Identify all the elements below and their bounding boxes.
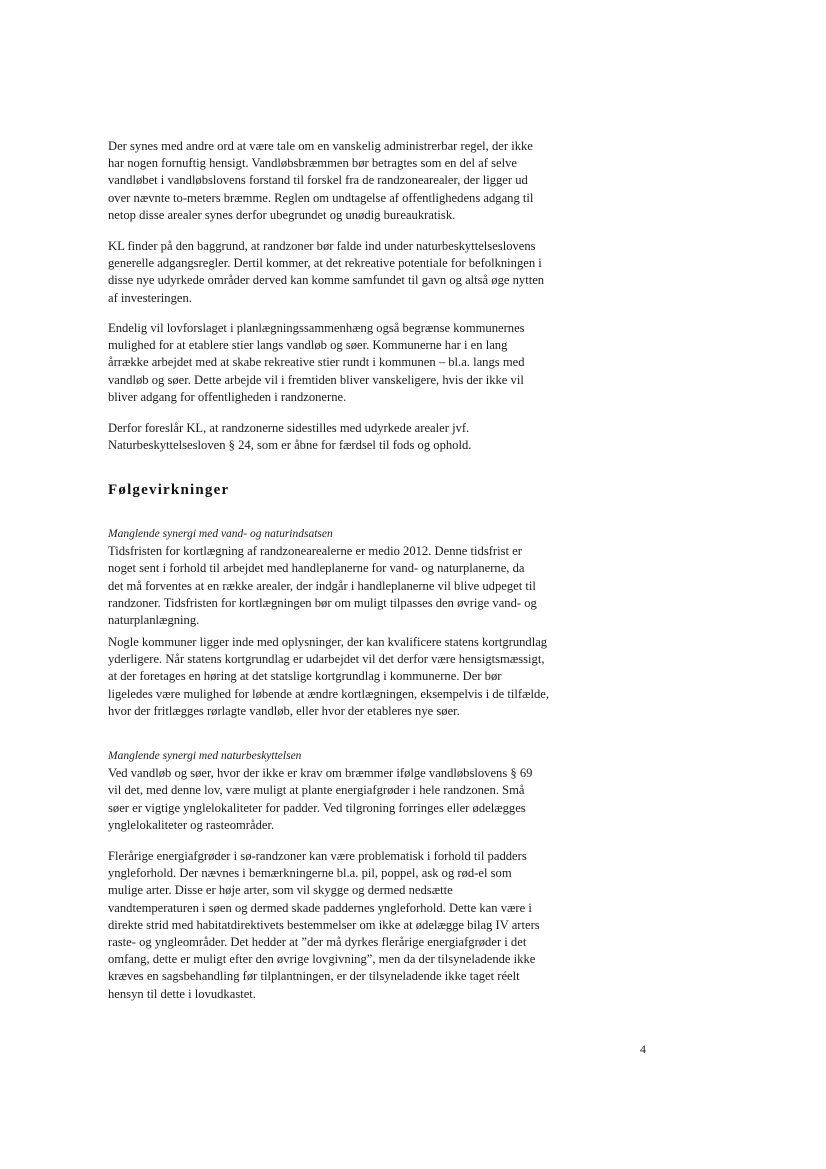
text-line: Endelig vil lovforslaget i planlægningssammenhæng også begrænse kommunernes [108,321,525,335]
subsection-title: Manglende synergi med vand- og naturindsatsen [108,528,333,540]
paragraph-3 [108,320,708,406]
subsection-1-paragraph-2 [108,634,708,720]
subsection-title: Manglende synergi med naturbeskyttelsen [108,750,302,762]
text-line: af investeringen. [108,290,192,305]
text-line: Der synes med andre ord at være tale om en vanskelig administrerbar regel, der ikke [108,139,533,153]
paragraph-4 [108,420,708,454]
page-number: 4 [640,1042,646,1056]
text-line: disse nye udyrkede områder derved kan komme samfundet til gavn og altså øge nytten [108,273,545,288]
text-line: vandløbet i vandløbslovens forstand til forskel fra de randzonearealer, der ligger ud [108,173,528,188]
paragraph-1 [108,138,708,224]
text-line: yderligere. Når statens kortgrundlag er udarbejdet vil det derfor være hensigtsmæssigt, [108,652,545,667]
text-line: søer er vigtige ynglelokaliteter for padder. Ved tilgroning forringes eller ødelægges [108,800,526,815]
subsection-1 [108,526,708,629]
text-line: vandløb og søer. Dette arbejde vil i fremtiden bliver vanskeligere, hvis der ikke vil [108,372,524,387]
text-line: har nogen fornuftig hensigt. Vandløbsbræmmen bør betragtes som en del af selve [108,156,517,171]
paragraph-2 [108,238,708,307]
text-line: Derfor foreslår KL, at randzonerne sidestilles med udyrkede arealer jvf. [108,421,470,435]
text-line: vandtemperaturen i søen og dermed skade paddernes yngleforhold. Dette kan være i [108,900,532,915]
text-line: Nogle kommuner ligger inde med oplysninger, der kan kvalificere statens kortgrundlag [108,635,548,649]
text-line: over nævnte to-meters bræmme. Reglen om undtagelse af offentlighedens adgang til [108,190,534,205]
text-line: årrække arbejdet med at skabe rekreative stier rundt i kommunen – bl.a. langs med [108,355,525,370]
text-line: hensyn til dette i lovudkastet. [108,986,256,1001]
text-line: noget sent i forhold til arbejdet med handleplanerne for vand- og naturplanerne, da [108,561,525,576]
text-line: det må forventes at en række arealer, der indgår i handleplanerne vil blive udpeget til [108,578,536,593]
text-line: hvor der fritlægges rørlagte vandløb, eller hvor der etableres nye søer. [108,703,460,718]
text-line: mulige arter. Disse er høje arter, som vil skygge og dermed nedsætte [108,883,453,898]
text-line: KL finder på den baggrund, at randzoner bør falde ind under naturbeskyttelseslovens [108,239,536,253]
text-line: ligeledes være mulighed for løbende at ændre kortlægningen, eksempelvis i de tilfælde, [108,686,550,701]
text-line: raste- og yngleområder. Det hedder at ”der må dyrkes flerårige energiafgrøder i det [108,935,527,950]
text-line: mulighed for at etablere stier langs vandløb og søer. Kommunerne har i en lang [108,338,508,353]
text-line: kræves en sagsbehandling før tilplantningen, er der tilsyneladende ikke taget réelt [108,969,520,984]
section-heading: Følgevirkninger [108,482,230,498]
text-line: yngleforhold. Der nævnes i bemærkningerne bl.a. pil, poppel, ask og rød-el som [108,866,512,881]
text-line: ynglelokaliteter og rasteområder. [108,817,275,832]
text-line: randzoner. Tidsfristen for kortlægningen bør om muligt tilpasses den øvrige vand- og [108,595,537,610]
text-line: direkte strid med habitatdirektivets bestemmelser om ikke at ødelægge bilag IV arters [108,917,540,932]
text-line: Tidsfristen for kortlægning af randzonearealerne er medio 2012. Denne tidsfrist er [108,544,522,559]
subsection-2-paragraph-2 [108,848,708,1003]
text-line: bliver adgang for offentligheden i randzonerne. [108,389,347,404]
subsection-2 [108,748,708,834]
text-line: netop disse arealer synes derfor ubegrundet og unødig bureaukratisk. [108,207,456,222]
text-line: Flerårige energiafgrøder i sø-randzoner kan være problematisk i forhold til padders [108,849,527,863]
text-line: Naturbeskyttelsesloven § 24, som er åbne for færdsel til fods og ophold. [108,438,472,453]
text-line: omfang, dette er muligt efter den øvrige lovgivning”, men da der tilsyneladende ikke [108,952,536,967]
text-line: generelle adgangsregler. Dertil kommer, at det rekreative potentiale for befolkningen i [108,256,542,271]
text-line: vil det, med denne lov, være muligt at plante energiafgrøder i hele randzonen. Små [108,783,525,798]
text-line: at der foretages en høring at det statslige kortgrundlag i kommunerne. Der bør [108,669,502,684]
text-line: Ved vandløb og søer, hvor der ikke er krav om bræmmer ifølge vandløbslovens § 69 [108,766,533,781]
text-line: naturplanlægning. [108,613,200,628]
